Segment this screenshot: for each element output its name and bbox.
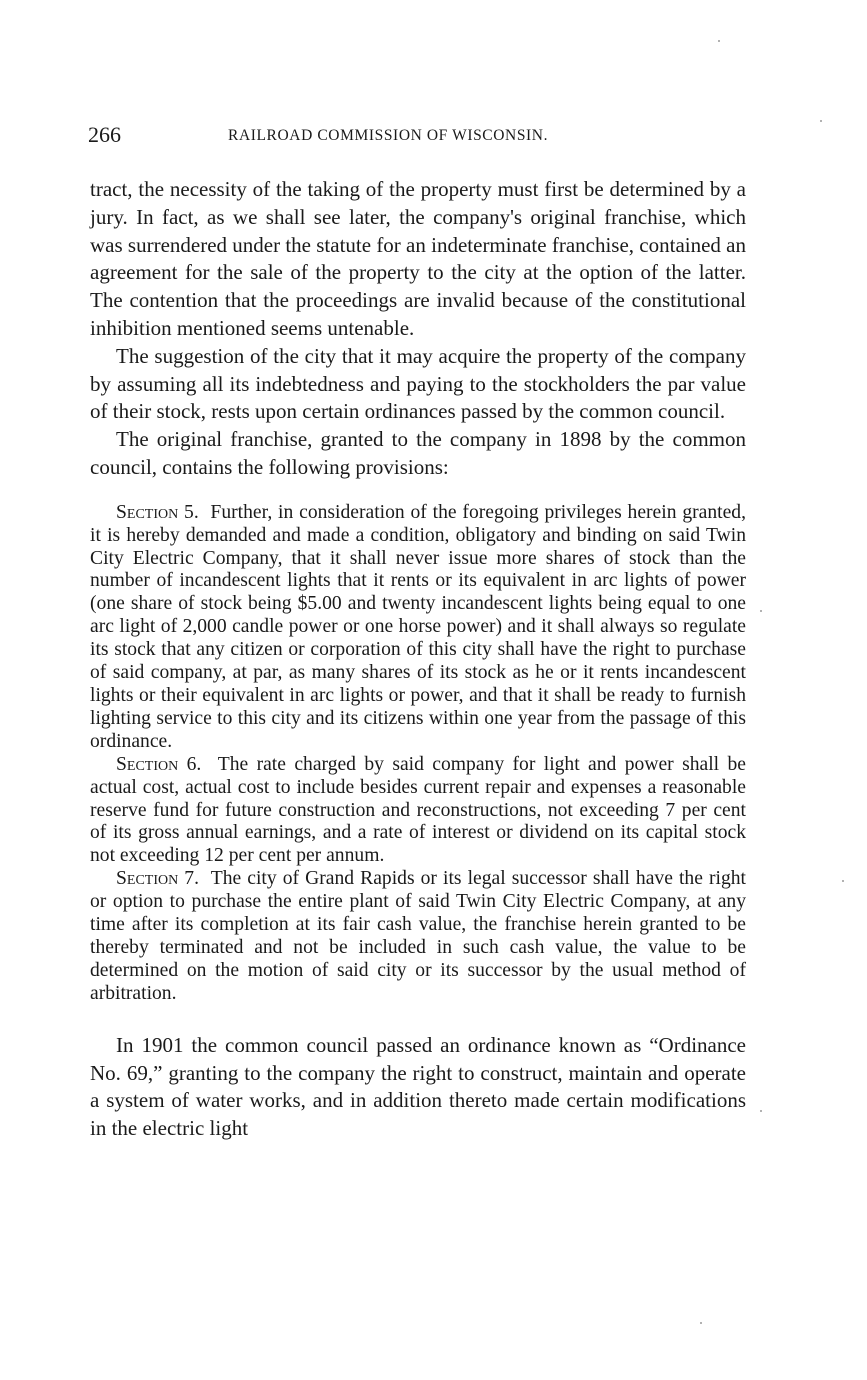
paragraph-continuation: tract, the necessity of the taking of the property must first be determined by a jury. In fact, as we shall see later, the company's original franchise, which was surrendered under the statute for an indeterminate franchise, contained an agreement for the sale of the property to the city at the option of the latter. The contention that the proceedings are invalid because of the constitutional inhibition mentioned seems untenable.: [90, 177, 746, 340]
page-body: [90, 176, 746, 1143]
scan-speck: [760, 610, 762, 612]
section-label: Section 6.: [116, 753, 202, 775]
paragraph-city-suggestion: The suggestion of the city that it may acquire the property of the company by assuming all its indebtedness and paying to the stockholders the par value of their stock, rests upon certain ordinances passed by the common council.: [90, 343, 746, 424]
section-7: [90, 868, 746, 1005]
section-label: Section 5.: [116, 501, 199, 523]
franchise-quote: [90, 502, 746, 1006]
running-head: RAILROAD COMMISSION OF WISCONSIN.: [228, 127, 549, 144]
page-number: 266: [88, 122, 121, 147]
scan-speck: [718, 40, 720, 42]
scan-speck: [842, 880, 844, 882]
scan-speck: [820, 120, 822, 122]
section-text: The city of Grand Rapids or its legal successor shall have the right or option to purchase the entire plant of said Twin City Electric Company, at any time after its completion at its fair cash value, the franchise herein granted to be thereby terminated and not be included in such cash value, the value to be determined on the motion of said city or its successor by the usual method of arbitration.: [90, 868, 746, 1004]
section-6: [90, 754, 746, 869]
section-label: Section 7.: [116, 868, 199, 890]
section-5: [90, 502, 746, 754]
section-text: Further, in consideration of the foregoing privileges herein granted, it is hereby demanded and made a condition, obligatory and binding on said Twin City Electric Company, that it shall never issue more shares of stock than the number of incandescent lights that it rents or its equivalent in arc lights of power (one share of stock being $5.00 and twenty incandescent lights being equal to one arc light of 2,000 candle power or one horse power) and it shall always so regulate its stock that any citizen or corporation of this city shall have the right to purchase of said company, at par, as many shares of its stock as he or it rents incandescent lights or their equivalent in arc lights or power, and that it shall be ready to furnish lighting service to this city and its citizens within one year from the passage of this ordinance.: [90, 501, 746, 752]
scan-speck: [760, 1110, 762, 1112]
page-header: [88, 122, 748, 152]
paragraph-ordinance-69: In 1901 the common council passed an ordinance known as “Ordinance No. 69,” granting to the company the right to construct, maintain and operate a system of water works, and in addition thereto made certain modifications in the electric light: [90, 1032, 746, 1141]
paragraph-original-franchise: The original franchise, granted to the company in 1898 by the common council, contains the following provisions:: [90, 427, 746, 479]
section-text: The rate charged by said company for light and power shall be actual cost, actual cost to include besides current repair and expenses a reasonable reserve fund for future construction and reconstructions, not exceeding 7 per cent of its gross annual earnings, and a rate of interest or dividend on its capital stock not exceeding 12 per cent per annum.: [90, 753, 746, 867]
scan-speck: [700, 1322, 702, 1324]
